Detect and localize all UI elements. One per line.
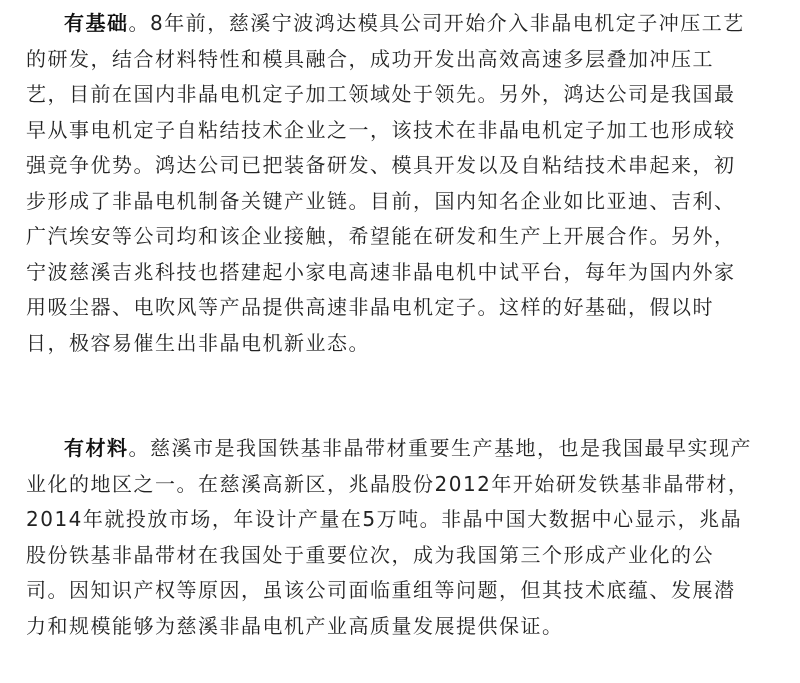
text-line: 早从事电机定子自粘结技术企业之一，该技术在非晶电机定子加工也形成较 bbox=[26, 117, 736, 142]
text-line: 强竞争优势。鸿达公司已把装备研发、模具开发以及自粘结技术串起来，初 bbox=[26, 153, 736, 177]
paragraph-foundation bbox=[26, 6, 774, 361]
text-line bbox=[26, 431, 774, 467]
paragraph-materials bbox=[26, 431, 774, 644]
text-line bbox=[26, 6, 774, 42]
text-line: 步形成了非晶电机制备关键产业链。目前，国内知名企业如比亚迪、吉利、 bbox=[26, 188, 736, 213]
text-line: 2014年就投放市场，年设计产量在5万吨。非晶中国大数据中心显示，兆晶 bbox=[26, 507, 743, 531]
text-line: 广汽埃安等公司均和该企业接触，希望能在研发和生产上开展合作。另外， bbox=[26, 224, 736, 248]
text-line: 宁波慈溪吉兆科技也搭建起小家电高速非晶电机中试平台，每年为国内外家 bbox=[26, 259, 736, 284]
paragraph-lead-heading: 有基础 bbox=[64, 11, 129, 35]
text-line: 司。因知识产权等原因，虽该公司面临重组等问题，但其技术底蕴、发展潜 bbox=[26, 578, 736, 602]
text-line: 的研发，结合材料特性和模具融合，成功开发出高效高速多层叠加冲压工 bbox=[26, 46, 714, 71]
text-line: 业化的地区之一。在慈溪高新区，兆晶股份2012年开始研发铁基非晶带材， bbox=[26, 471, 750, 496]
text-line: 艺，目前在国内非晶电机定子加工领域处于领先。另外，鸿达公司是我国最 bbox=[26, 82, 736, 106]
paragraph-lead-heading: 有材料 bbox=[64, 436, 129, 460]
line-text: 。8年前，慈溪宁波鸿达模具公司开始介入非晶电机定子冲压工艺 bbox=[128, 11, 745, 35]
text-line: 日，极容易催生出非晶电机新业态。 bbox=[26, 330, 370, 355]
text-line: 股份铁基非晶带材在我国处于重要位次，成为我国第三个形成产业化的公 bbox=[26, 542, 714, 567]
text-line: 用吸尘器、电吹风等产品提供高速非晶电机定子。这样的好基础，假以时 bbox=[26, 295, 714, 319]
line-text: 。慈溪市是我国铁基非晶带材重要生产基地，也是我国最早实现产 bbox=[128, 436, 752, 460]
text-line: 力和规模能够为慈溪非晶电机产业高质量发展提供保证。 bbox=[26, 613, 564, 638]
